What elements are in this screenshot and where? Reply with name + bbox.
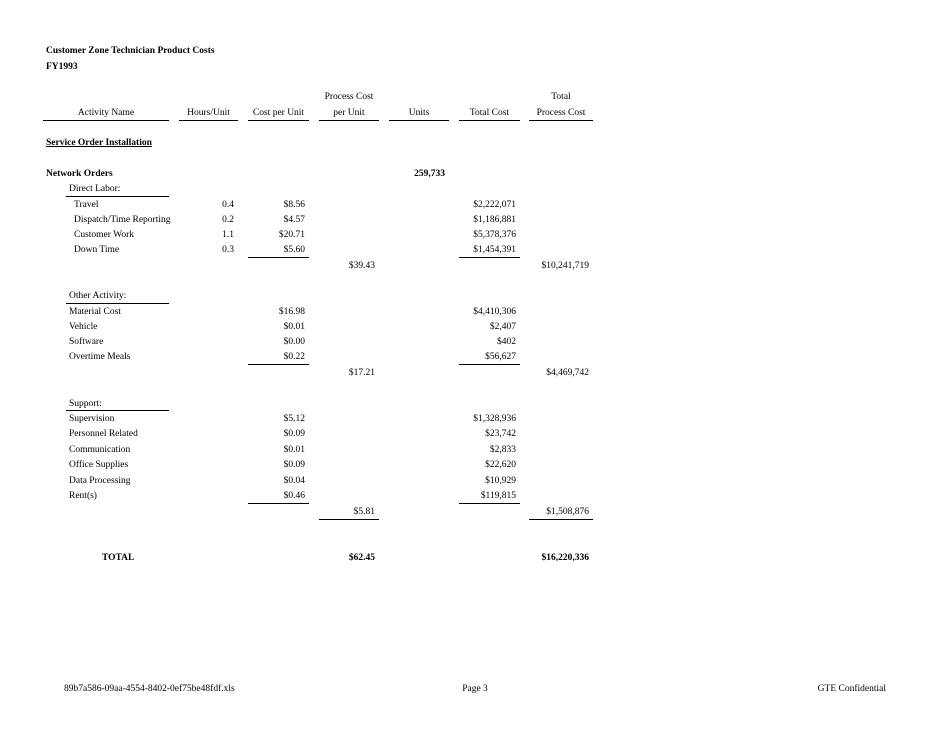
group-underline xyxy=(66,196,169,197)
group-underline xyxy=(66,410,169,411)
row-total: $10,929 xyxy=(485,476,516,486)
col-process-cost-line2: per Unit xyxy=(333,108,365,118)
header-underline xyxy=(248,120,309,121)
support-header: Support: xyxy=(69,399,102,409)
row-cost: $0.01 xyxy=(283,445,305,455)
row-cost: $16.98 xyxy=(278,307,305,317)
row-name: Rent(s) xyxy=(69,491,97,501)
col-units: Units xyxy=(408,108,430,118)
col-cost-per-unit: Cost per Unit xyxy=(252,108,305,118)
subtotal-line xyxy=(248,503,309,504)
row-name: Personnel Related xyxy=(69,429,138,439)
grand-total-line xyxy=(319,519,379,520)
row-total: $1,186,881 xyxy=(473,215,516,225)
support-subtotal-process: $5.81 xyxy=(353,507,375,517)
section-title: Service Order Installation xyxy=(46,138,152,148)
row-cost: $0.09 xyxy=(283,460,305,470)
row-name: Customer Work xyxy=(74,230,135,240)
row-total: $1,328,936 xyxy=(473,414,516,424)
product-name: Network Orders xyxy=(46,169,113,179)
other-activity-subtotal-total: $4,469,742 xyxy=(546,368,589,378)
col-activity-name: Activity Name xyxy=(77,108,135,118)
row-hours: 0.4 xyxy=(222,200,234,210)
total-process: $62.45 xyxy=(348,553,375,563)
row-hours: 1.1 xyxy=(222,230,234,240)
footer-page: Page 3 xyxy=(462,684,488,694)
row-cost: $5.12 xyxy=(283,414,305,424)
row-total: $4,410,306 xyxy=(473,307,516,317)
other-activity-header: Other Activity: xyxy=(69,291,127,301)
subtotal-line xyxy=(459,503,520,504)
header-underline xyxy=(43,120,169,121)
row-cost: $0.09 xyxy=(283,429,305,439)
row-cost: $20.71 xyxy=(278,230,305,240)
row-cost: $0.01 xyxy=(283,322,305,332)
row-name: Down Time xyxy=(74,245,120,255)
row-name: Dispatch/Time Reporting xyxy=(74,215,171,225)
subtotal-line xyxy=(459,257,520,258)
row-total: $2,833 xyxy=(489,445,516,455)
other-activity-subtotal-process: $17.21 xyxy=(348,368,375,378)
row-total: $56,627 xyxy=(485,352,516,362)
row-total: $2,407 xyxy=(489,322,516,332)
report-title: Customer Zone Technician Product Costs xyxy=(46,46,215,56)
row-total: $23,742 xyxy=(485,429,516,439)
row-total: $119,815 xyxy=(480,491,516,501)
row-name: Vehicle xyxy=(69,322,98,332)
row-name: Communication xyxy=(69,445,131,455)
row-name: Software xyxy=(69,337,104,347)
row-cost: $0.04 xyxy=(283,476,305,486)
total-amount: $16,220,336 xyxy=(541,553,589,563)
row-name: Data Processing xyxy=(69,476,131,486)
report-year: FY1993 xyxy=(46,62,78,72)
header-underline xyxy=(319,120,379,121)
header-underline xyxy=(389,120,449,121)
col-hours-unit: Hours/Unit xyxy=(187,108,230,118)
subtotal-line xyxy=(248,364,309,365)
grand-total-line xyxy=(529,519,593,520)
header-underline xyxy=(179,120,238,121)
footer-confidential: GTE Confidential xyxy=(817,684,886,694)
row-cost: $0.00 xyxy=(283,337,305,347)
row-cost: $0.22 xyxy=(283,352,305,362)
header-underline xyxy=(459,120,520,121)
row-name: Material Cost xyxy=(69,307,121,317)
row-name: Travel xyxy=(74,200,99,210)
row-name: Supervision xyxy=(69,414,115,424)
row-total: $22,620 xyxy=(485,460,516,470)
row-cost: $0.46 xyxy=(283,491,305,501)
col-total-cost: Total Cost xyxy=(469,108,510,118)
row-cost: $5.60 xyxy=(283,245,305,255)
row-cost: $4.57 xyxy=(283,215,305,225)
row-cost: $8.56 xyxy=(283,200,305,210)
product-units: 259,733 xyxy=(414,169,445,179)
row-hours: 0.2 xyxy=(222,215,234,225)
row-name: Overtime Meals xyxy=(69,352,131,362)
direct-labor-subtotal-process: $39.43 xyxy=(348,261,375,271)
support-subtotal-total: $1,508,876 xyxy=(546,507,589,517)
header-underline xyxy=(529,120,593,121)
total-label: TOTAL xyxy=(102,553,135,563)
direct-labor-subtotal-total: $10,241,719 xyxy=(541,261,589,271)
col-total-process-line1: Total xyxy=(551,92,571,102)
row-total: $1,454,391 xyxy=(473,245,516,255)
row-total: $2,222,071 xyxy=(473,200,516,210)
col-total-process-line2: Process Cost xyxy=(536,108,586,118)
col-process-cost-line1: Process Cost xyxy=(324,92,374,102)
row-total: $402 xyxy=(497,337,516,347)
subtotal-line xyxy=(248,257,309,258)
subtotal-line xyxy=(459,364,520,365)
row-total: $5,378,376 xyxy=(473,230,516,240)
group-underline xyxy=(66,303,169,304)
footer-filename: 89b7a586-09aa-4554-8402-0ef75be48fdf.xls xyxy=(64,684,235,694)
direct-labor-header: Direct Labor: xyxy=(69,184,121,194)
row-hours: 0.3 xyxy=(222,245,234,255)
row-name: Office Supplies xyxy=(69,460,129,470)
